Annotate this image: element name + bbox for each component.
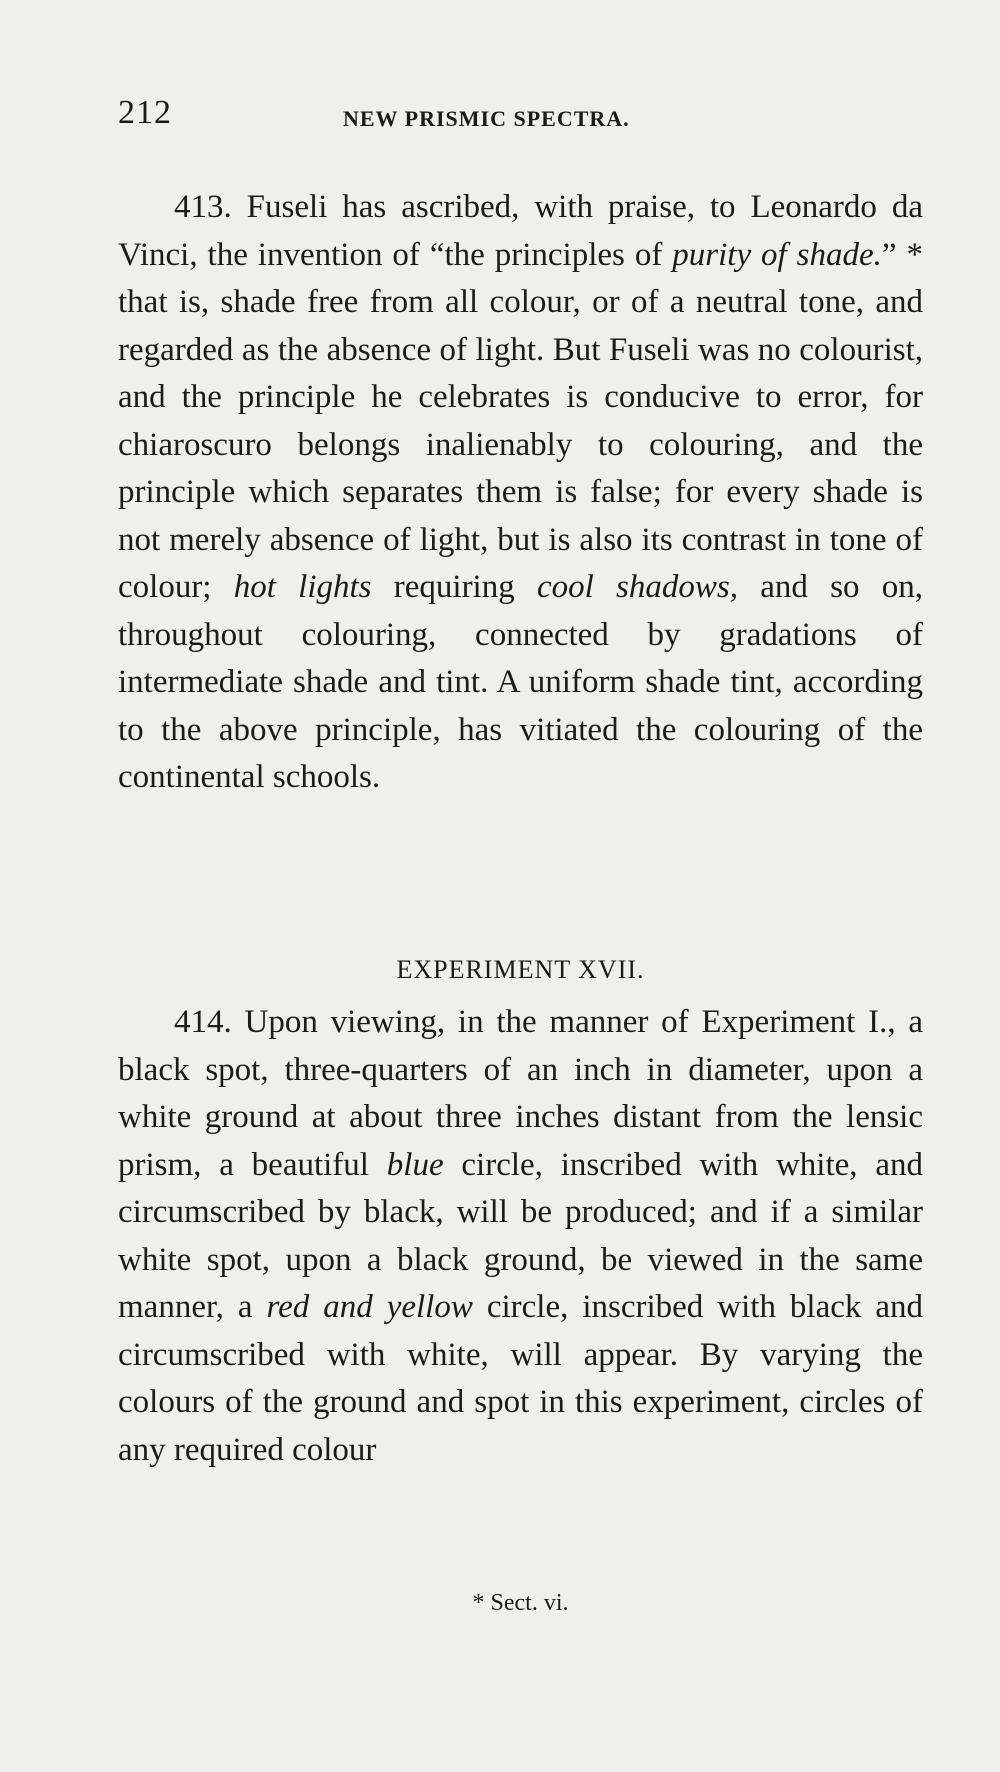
running-title: NEW PRISMIC SPECTRA. — [343, 106, 630, 131]
paragraph-number: 414. — [174, 1004, 232, 1040]
italic-phrase: red and yellow — [266, 1289, 473, 1325]
paragraph-text: circle, inscribed with white, and circumscribed by black, will be produced; and if a similar white spot, upon a black ground, be viewed in the same manner, a — [118, 1146, 923, 1325]
page-header — [118, 94, 923, 144]
italic-phrase: blue — [386, 1146, 444, 1183]
section-heading: EXPERIMENT XVII. — [396, 955, 645, 984]
paragraph-414-text — [118, 999, 923, 1474]
paragraph-414 — [118, 999, 923, 1474]
paragraph-413-text — [118, 184, 923, 802]
paragraph-text: circle, inscribed with black and circumscribed with white, will appear. By varying the colours of the ground and spot in this experiment, circles of any required colour — [118, 1289, 924, 1468]
paragraph-413 — [118, 184, 923, 802]
paragraph-number: 413. — [174, 189, 232, 225]
page-number: 212 — [118, 94, 172, 131]
paragraph-text: Fuseli has ascribed, with praise, to Leonardo da Vinci, the invention of “the principles of — [118, 189, 923, 273]
italic-phrase: purity of shade. — [672, 236, 882, 273]
paragraph-text: Upon viewing, in the manner of Experiment I., a black spot, three-quarters of an inch in diameter, upon a white ground at about three inches distant from the lensic prism, a beautiful — [118, 1004, 923, 1183]
italic-phrase: cool shadows, — [536, 569, 738, 605]
italic-phrase: hot lights — [233, 569, 372, 605]
paragraph-text: ” * that is, shade free from all colour, or of a neutral tone, and regarded as the absence of light. But Fuseli was no colourist, and the principle he celebrates is conducive to error, for chiaroscuro belongs inalienably to colouring, and the principle which separates them is false; for every shade is not merely absence of light, but is also its contrast in tone of colour; — [118, 236, 924, 605]
footnote: * Sect. vi. — [472, 1590, 569, 1616]
paragraph-text: and so on, throughout colouring, connected by gradations of intermediate shade and tint. A uniform shade tint, according to the above principle, has vitiated the colouring of the continental schools. — [118, 569, 923, 795]
paragraph-text: requiring — [371, 569, 537, 605]
